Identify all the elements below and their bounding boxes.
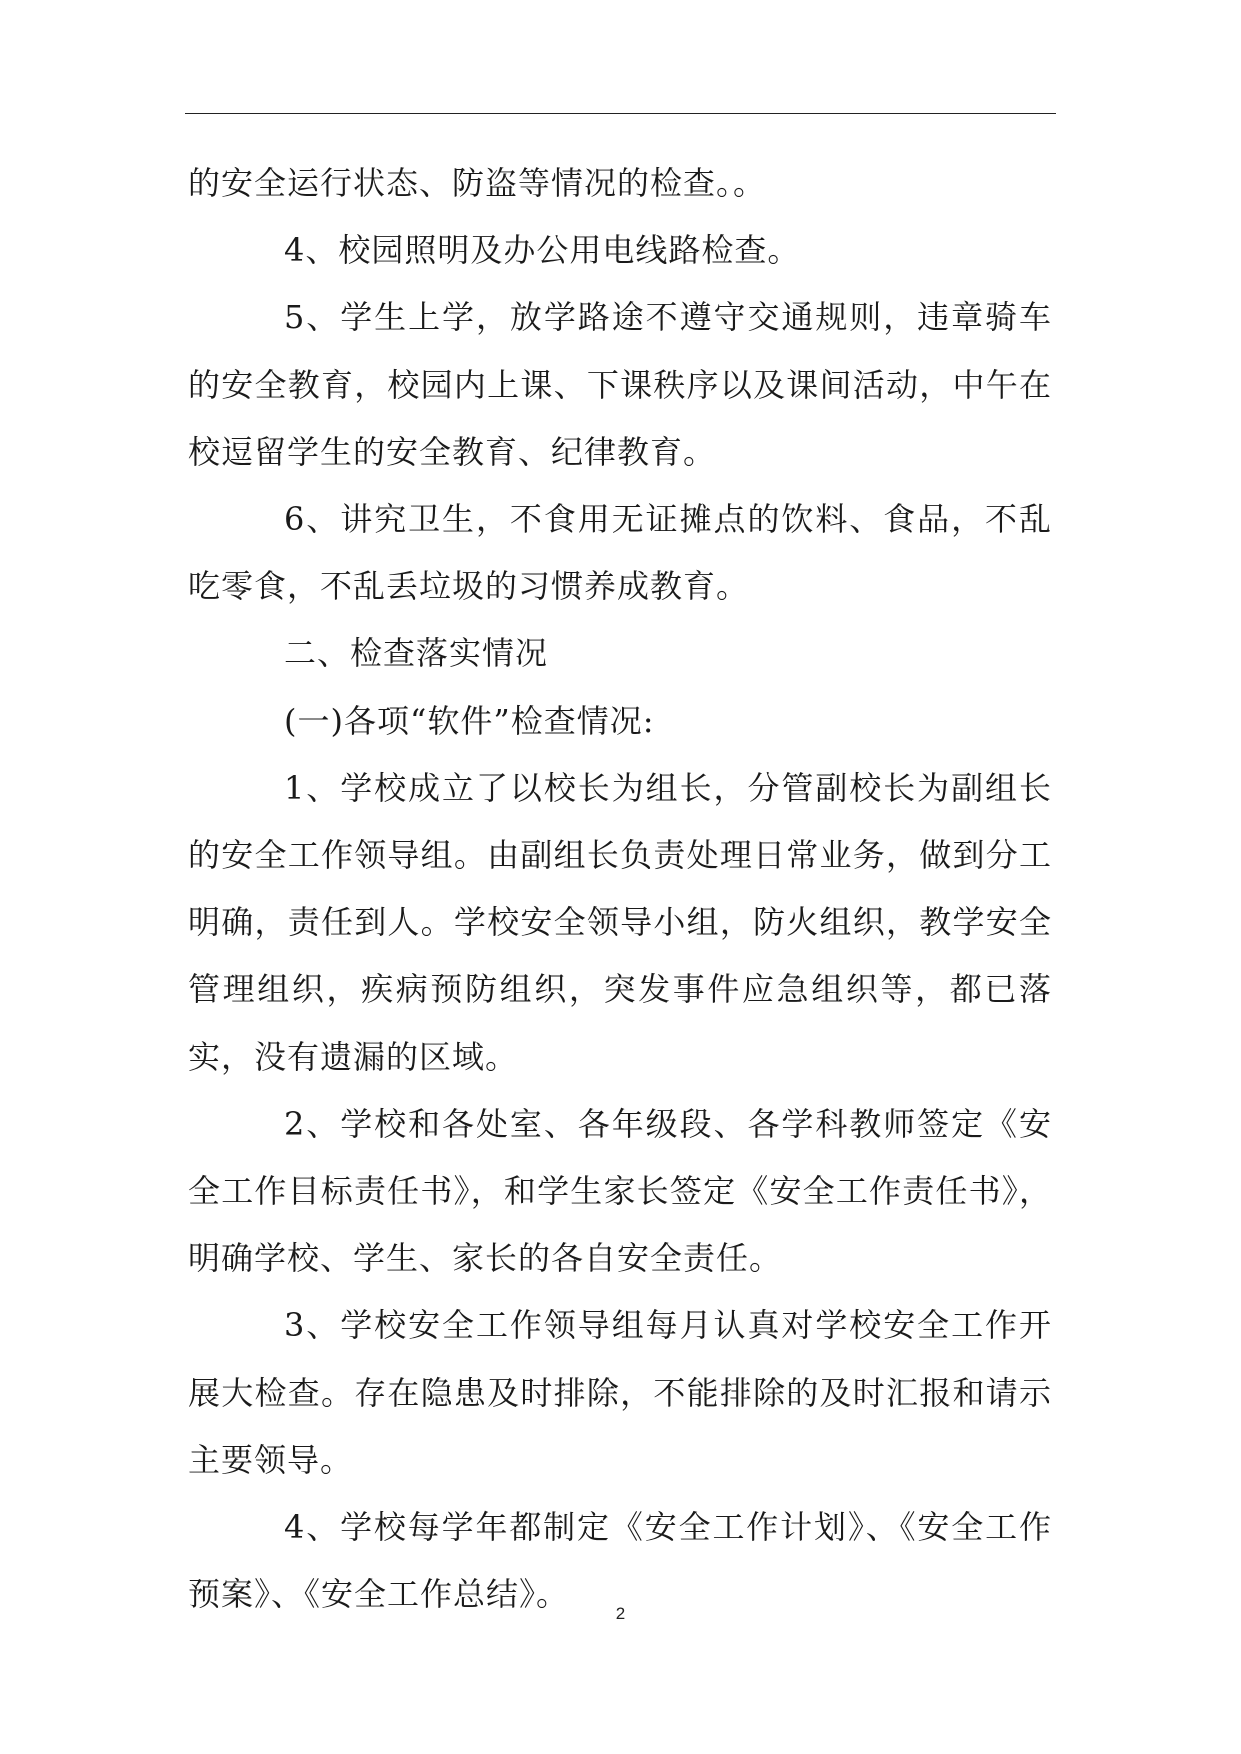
- paragraph-item-1-leadership: 1、学校成立了以校长为组长，分管副校长为副组长的安全工作领导组。由副组长负责处理日常业务，做到分工明确，责任到人。学校安全领导小组，防火组织，教学安全管理组织，疾病预防组织，突发事件应急组织等，都已落实，没有遗漏的区域。: [188, 768, 1052, 1076]
- subsection-heading: (一)各项“软件”检查情况:: [284, 701, 655, 740]
- paragraph-item-5-traffic: 5、学生上学，放学路途不遵守交通规则，违章骑车的安全教育，校园内上课、下课秩序以及课间活动，中午在校逗留学生的安全教育、纪律教育。: [188, 298, 1052, 471]
- page-number: 2: [615, 1604, 626, 1623]
- document-body: [188, 150, 1052, 1628]
- paragraph-continuation: 的安全运行状态、防盗等情况的检查。。: [188, 164, 767, 202]
- paragraph-item-4-plans: 4、学校每学年都制定《安全工作计划》、《安全工作预案》、《安全工作总结》。: [188, 1508, 1052, 1614]
- paragraph-item-6-hygiene: 6、讲究卫生，不食用无证摊点的饮料、食品，不乱吃零食，不乱丢垃圾的习惯养成教育。: [188, 500, 1052, 606]
- paragraph-item-4-lighting: 4、校园照明及办公用电线路检查。: [284, 231, 801, 270]
- paragraph-item-2-responsibility: 2、学校和各处室、各年级段、各学科教师签定《安全工作目标责任书》，和学生家长签定《安全工作责任书》，明确学校、学生、家长的各自安全责任。: [188, 1104, 1052, 1278]
- paragraph-item-3-inspection: 3、学校安全工作领导组每月认真对学校安全工作开展大检查。存在隐患及时排除，不能排除的及时汇报和请示主要领导。: [188, 1306, 1052, 1479]
- section-heading: 二、检查落实情况: [284, 634, 549, 673]
- header-rule: [185, 113, 1056, 114]
